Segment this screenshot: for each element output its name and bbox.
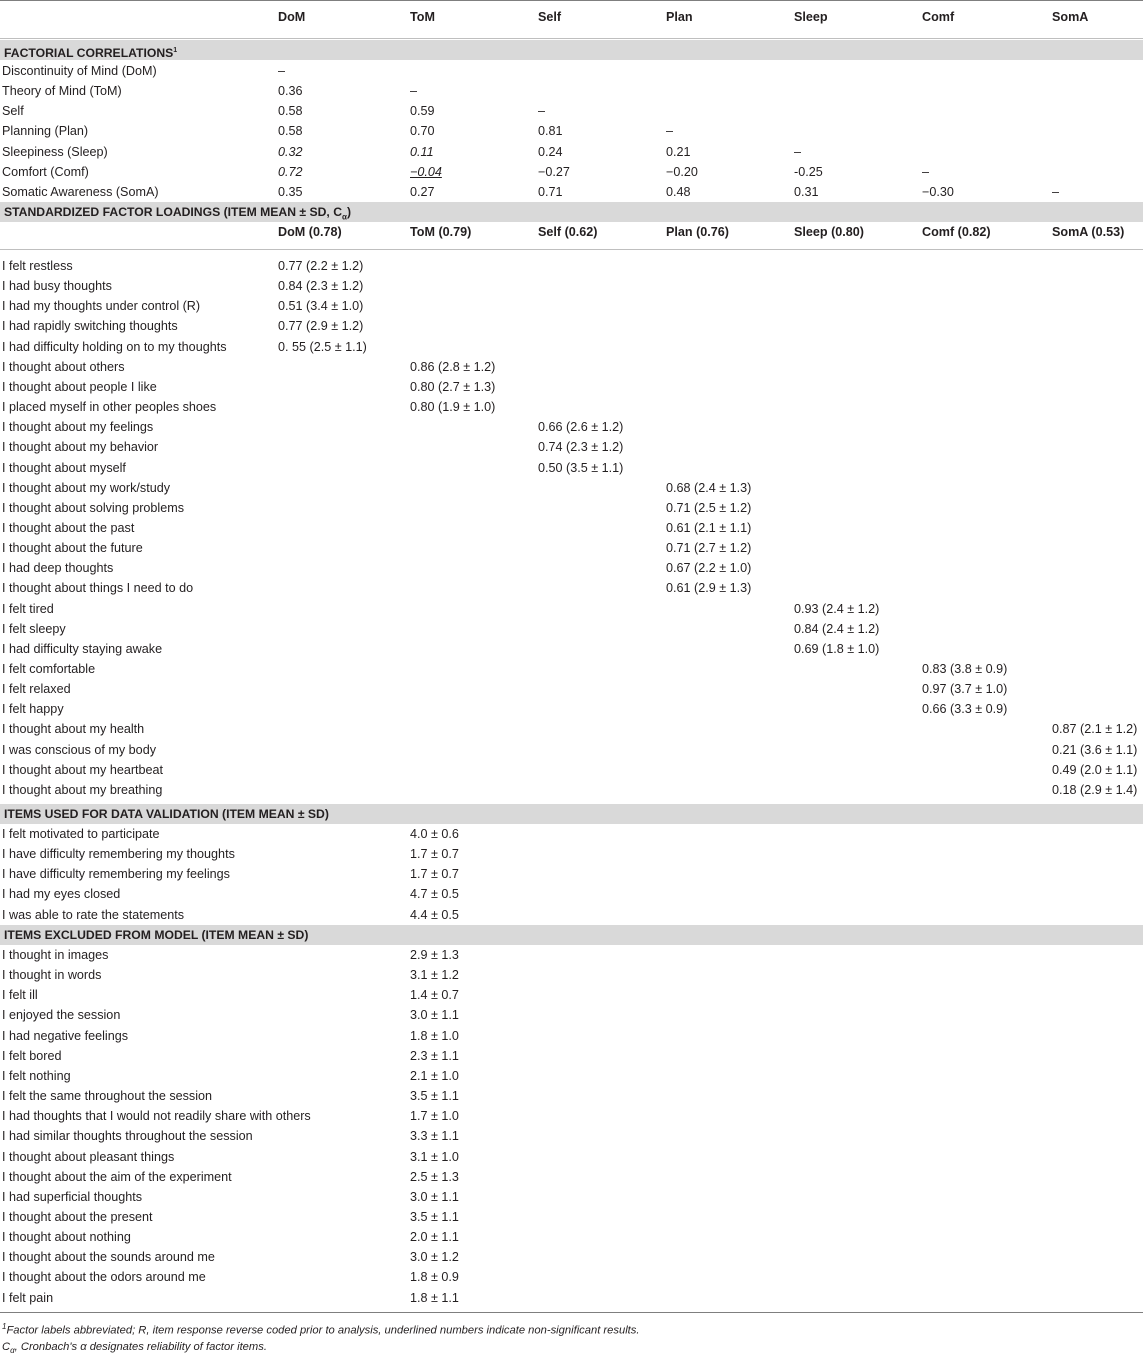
item-mean-sd: 1.7 ± 1.0 xyxy=(410,1109,459,1124)
loading-value: 0.87 (2.1 ± 1.2) xyxy=(1052,722,1138,737)
correlation-value: – xyxy=(922,164,930,179)
item-label: I felt relaxed xyxy=(2,682,71,697)
loading-row xyxy=(0,478,1143,498)
item-label: I thought about the present xyxy=(2,1209,153,1224)
loading-row xyxy=(0,599,1143,619)
correlation-value: 0.58 xyxy=(278,104,303,119)
correlation-value: – xyxy=(538,104,546,119)
loading-row xyxy=(0,578,1143,598)
loading-value: 0.21 (3.6 ± 1.1) xyxy=(1052,742,1138,757)
item-label: I thought about pleasant things xyxy=(2,1149,175,1164)
item-label: I thought about the odors around me xyxy=(2,1270,206,1285)
item-label: I thought in images xyxy=(2,948,109,962)
excluded-row xyxy=(0,1227,1143,1247)
excluded-row xyxy=(0,1187,1143,1207)
item-mean-sd: 2.5 ± 1.3 xyxy=(410,1169,459,1184)
loading-row xyxy=(0,417,1143,437)
item-label: I had my thoughts under control (R) xyxy=(2,299,201,314)
item-label: I have difficulty remembering my feelings xyxy=(2,867,230,882)
correlation-row xyxy=(0,121,1143,141)
excluded-row xyxy=(0,1086,1143,1106)
item-label: I enjoyed the session xyxy=(2,1008,121,1023)
correlation-value: −0.20 xyxy=(666,164,698,179)
column-header-row xyxy=(0,6,1143,28)
excluded-row xyxy=(0,1267,1143,1287)
loading-row xyxy=(0,276,1143,296)
row-label: Discontinuity of Mind (DoM) xyxy=(2,64,157,78)
correlation-value: – xyxy=(1052,184,1060,199)
item-label: I thought about myself xyxy=(2,460,126,475)
correlation-value: 0.32 xyxy=(278,144,303,159)
section-header-loadings xyxy=(0,202,1143,222)
excluded-row xyxy=(0,1066,1143,1086)
item-label: I thought about things I need to do xyxy=(2,581,194,596)
loading-value: 0. 55 (2.5 ± 1.1) xyxy=(278,339,367,354)
item-mean-sd: 1.8 ± 0.9 xyxy=(410,1270,459,1285)
loading-row xyxy=(0,296,1143,316)
footnote-2-symbol: C xyxy=(2,1341,11,1353)
loading-value: 0.66 (3.3 ± 0.9) xyxy=(922,702,1008,717)
row-label: Planning (Plan) xyxy=(2,124,89,139)
correlation-row xyxy=(0,81,1143,101)
excluded-row xyxy=(0,1288,1143,1308)
loading-row xyxy=(0,518,1143,538)
excluded-row xyxy=(0,1167,1143,1187)
loading-row xyxy=(0,397,1143,417)
loading-row xyxy=(0,256,1143,276)
correlation-row xyxy=(0,182,1143,202)
item-label: I felt comfortable xyxy=(2,662,96,676)
correlation-value: 0.59 xyxy=(410,104,435,119)
item-mean-sd: 3.1 ± 1.0 xyxy=(410,1149,459,1164)
item-mean-sd: 4.0 ± 0.6 xyxy=(410,827,459,841)
row-label: Sleepiness (Sleep) xyxy=(2,144,108,159)
item-mean-sd: 3.0 ± 1.1 xyxy=(410,1008,459,1023)
loading-value: 0.97 (3.7 ± 1.0) xyxy=(922,682,1008,697)
item-label: I thought about my heartbeat xyxy=(2,762,164,777)
subheader-rule xyxy=(0,249,1143,250)
item-mean-sd: 3.0 ± 1.2 xyxy=(410,1250,459,1265)
section-title-correlations: FACTORIAL CORRELATIONS xyxy=(4,46,174,61)
loading-value: 0.77 (2.9 ± 1.2) xyxy=(278,319,364,334)
correlation-value: 0.27 xyxy=(410,184,435,199)
table-top-rule xyxy=(0,0,1143,1)
section-header-validation xyxy=(0,804,1143,824)
correlation-value: 0.11 xyxy=(410,144,434,159)
section-title-close: ) xyxy=(346,205,351,219)
item-mean-sd: 2.3 ± 1.1 xyxy=(410,1048,459,1063)
item-label: I thought about my health xyxy=(2,722,145,737)
item-label: I thought about the future xyxy=(2,541,143,556)
item-label: I had thoughts that I would not readily share with others xyxy=(2,1109,311,1124)
item-mean-sd: 4.4 ± 0.5 xyxy=(410,907,459,922)
validation-row xyxy=(0,884,1143,904)
loading-value: 0.71 (2.7 ± 1.2) xyxy=(666,541,752,556)
item-label: I felt motivated to participate xyxy=(2,827,160,841)
item-label: I thought about solving problems xyxy=(2,500,185,515)
correlation-value: 0.21 xyxy=(666,144,691,159)
loading-row xyxy=(0,558,1143,578)
item-mean-sd: 1.8 ± 1.1 xyxy=(410,1290,459,1305)
loading-value: 0.83 (3.8 ± 0.9) xyxy=(922,662,1008,676)
item-label: I felt ill xyxy=(2,988,38,1003)
loading-value: 0.71 (2.5 ± 1.2) xyxy=(666,500,752,515)
loading-row xyxy=(0,659,1143,679)
loadings-subheader-cell: Self (0.62) xyxy=(538,225,598,239)
column-header-plan: Plan xyxy=(666,10,693,24)
excluded-row xyxy=(0,1026,1143,1046)
item-label: I had difficulty staying awake xyxy=(2,641,163,656)
item-label: I felt bored xyxy=(2,1048,62,1063)
loading-value: 0.84 (2.3 ± 1.2) xyxy=(278,279,364,294)
correlation-value: – xyxy=(794,144,802,159)
correlation-row xyxy=(0,101,1143,121)
item-label: I felt sleepy xyxy=(2,621,66,636)
loading-value: 0.61 (2.1 ± 1.1) xyxy=(666,520,752,535)
item-label: I thought in words xyxy=(2,968,102,983)
correlation-value: 0.48 xyxy=(666,184,691,199)
item-mean-sd: 3.0 ± 1.1 xyxy=(410,1189,459,1204)
correlation-value: 0.71 xyxy=(538,184,563,199)
column-header-dom: DoM xyxy=(278,10,306,24)
correlation-value: 0.58 xyxy=(278,124,303,139)
table-bottom-rule xyxy=(0,1312,1143,1313)
section-title-validation: ITEMS USED FOR DATA VALIDATION (ITEM MEAN ± SD) xyxy=(4,807,329,821)
loading-value: 0.80 (2.7 ± 1.3) xyxy=(410,379,496,394)
item-label: I was conscious of my body xyxy=(2,742,156,757)
item-mean-sd: 2.9 ± 1.3 xyxy=(410,948,459,962)
loading-value: 0.84 (2.4 ± 1.2) xyxy=(794,621,880,636)
loading-row xyxy=(0,357,1143,377)
loading-value: 0.77 (2.2 ± 1.2) xyxy=(278,259,364,273)
item-mean-sd: 3.1 ± 1.2 xyxy=(410,968,459,983)
correlation-row xyxy=(0,162,1143,182)
correlation-value: −0.30 xyxy=(922,184,954,199)
correlation-value: −0.04 xyxy=(410,164,442,179)
footnote-2-subscript: α xyxy=(10,1346,15,1356)
excluded-row xyxy=(0,1046,1143,1066)
excluded-row xyxy=(0,1247,1143,1267)
item-label: I thought about others xyxy=(2,359,125,374)
footnote-2-text: , Cronbach's α designates reliability of factor items. xyxy=(14,1341,267,1353)
item-label: I had my eyes closed xyxy=(2,887,121,902)
correlation-value: −0.27 xyxy=(538,164,570,179)
excluded-row xyxy=(0,1147,1143,1167)
loadings-subheader-cell: DoM (0.78) xyxy=(278,225,342,239)
row-label: Comfort (Comf) xyxy=(2,164,89,179)
item-mean-sd: 4.7 ± 0.5 xyxy=(410,887,459,902)
loadings-subheader-cell: Plan (0.76) xyxy=(666,225,729,239)
item-label: I thought about the past xyxy=(2,520,135,535)
validation-row xyxy=(0,864,1143,884)
item-label: I thought about nothing xyxy=(2,1230,131,1245)
column-header-self: Self xyxy=(538,10,562,24)
item-label: I thought about the sounds around me xyxy=(2,1250,215,1265)
footnote-1 xyxy=(2,1322,640,1337)
item-label: I felt tired xyxy=(2,601,54,616)
correlation-value: -0.25 xyxy=(794,164,823,179)
item-label: I thought about my breathing xyxy=(2,782,163,797)
loading-value: 0.93 (2.4 ± 1.2) xyxy=(794,601,880,616)
section-header-excluded xyxy=(0,925,1143,945)
item-label: I thought about my work/study xyxy=(2,480,171,495)
column-header-comf: Comf xyxy=(922,10,955,24)
loading-value: 0.50 (3.5 ± 1.1) xyxy=(538,460,624,475)
loading-row xyxy=(0,337,1143,357)
excluded-row xyxy=(0,965,1143,985)
validation-row xyxy=(0,905,1143,925)
item-label: I had superficial thoughts xyxy=(2,1189,143,1204)
item-mean-sd: 1.7 ± 0.7 xyxy=(410,847,459,862)
loading-row xyxy=(0,498,1143,518)
item-label: I had similar thoughts throughout the session xyxy=(2,1129,253,1144)
item-mean-sd: 2.0 ± 1.1 xyxy=(410,1230,459,1245)
item-mean-sd: 1.8 ± 1.0 xyxy=(410,1028,459,1043)
correlation-value: 0.70 xyxy=(410,124,435,139)
loading-row xyxy=(0,760,1143,780)
loadings-subheader-cell: Comf (0.82) xyxy=(922,225,991,239)
item-label: I felt pain xyxy=(2,1290,54,1305)
loading-row xyxy=(0,458,1143,478)
row-label: Theory of Mind (ToM) xyxy=(2,84,122,99)
item-mean-sd: 3.5 ± 1.1 xyxy=(410,1209,459,1224)
correlation-value: 0.81 xyxy=(538,124,563,139)
loadings-subheader-cell: Sleep (0.80) xyxy=(794,225,864,239)
section-title-subscript: α xyxy=(342,212,347,222)
loading-row xyxy=(0,719,1143,739)
column-header-soma: SomA xyxy=(1052,10,1089,24)
item-label: I had deep thoughts xyxy=(2,561,114,576)
column-header-tom: ToM xyxy=(410,10,435,24)
item-mean-sd: 3.5 ± 1.1 xyxy=(410,1089,459,1104)
header-rule xyxy=(0,38,1143,39)
item-label: I had negative feelings xyxy=(2,1028,129,1043)
loading-row xyxy=(0,316,1143,336)
footnote-1-marker: 1 xyxy=(2,1322,7,1331)
loading-row xyxy=(0,780,1143,800)
correlation-row xyxy=(0,142,1143,162)
item-mean-sd: 1.7 ± 0.7 xyxy=(410,867,459,882)
section-header-correlations xyxy=(0,40,1143,60)
item-mean-sd: 1.4 ± 0.7 xyxy=(410,988,459,1003)
item-label: I thought about my behavior xyxy=(2,440,159,455)
loading-row xyxy=(0,377,1143,397)
item-label: I felt happy xyxy=(2,702,64,717)
item-mean-sd: 3.3 ± 1.1 xyxy=(410,1129,459,1144)
item-label: I felt nothing xyxy=(2,1068,71,1083)
excluded-row xyxy=(0,1005,1143,1025)
loading-value: 0.49 (2.0 ± 1.1) xyxy=(1052,762,1138,777)
loading-value: 0.86 (2.8 ± 1.2) xyxy=(410,359,496,374)
correlation-value: 0.31 xyxy=(794,184,819,199)
excluded-row xyxy=(0,945,1143,965)
loading-row xyxy=(0,699,1143,719)
loadings-subheader-cell: SomA (0.53) xyxy=(1052,225,1125,239)
item-label: I was able to rate the statements xyxy=(2,907,185,922)
row-label: Somatic Awareness (SomA) xyxy=(2,184,159,199)
item-label: I thought about my feelings xyxy=(2,420,154,435)
section-title-footnote-marker: 1 xyxy=(173,47,178,54)
loading-row xyxy=(0,639,1143,659)
loading-row xyxy=(0,619,1143,639)
correlation-value: 0.36 xyxy=(278,84,303,99)
footnote-1-text: Factor labels abbreviated; R, item response reverse coded prior to analysis, underlined numbers indicate non-significant results. xyxy=(6,1324,640,1337)
correlation-value: 0.35 xyxy=(278,184,303,199)
item-label: I thought about people I like xyxy=(2,379,157,394)
loading-value: 0.67 (2.2 ± 1.0) xyxy=(666,561,752,576)
footnote-2 xyxy=(2,1341,267,1355)
loading-value: 0.66 (2.6 ± 1.2) xyxy=(538,420,624,435)
validation-row xyxy=(0,844,1143,864)
correlation-value: – xyxy=(410,84,418,99)
loadings-subheader-cell: ToM (0.79) xyxy=(410,225,472,239)
excluded-row xyxy=(0,1207,1143,1227)
item-label: I had difficulty holding on to my thoughts xyxy=(2,339,227,354)
column-header-sleep: Sleep xyxy=(794,10,828,24)
loading-value: 0.61 (2.9 ± 1.3) xyxy=(666,581,752,596)
loadings-subheader-row xyxy=(0,222,1143,242)
correlation-row xyxy=(0,61,1143,81)
item-label: I have difficulty remembering my thoughts xyxy=(2,847,235,862)
correlation-value: – xyxy=(278,64,286,78)
item-mean-sd: 2.1 ± 1.0 xyxy=(410,1068,459,1083)
item-label: I felt the same throughout the session xyxy=(2,1089,213,1104)
item-label: I had rapidly switching thoughts xyxy=(2,319,178,334)
loading-row xyxy=(0,538,1143,558)
correlation-value: 0.72 xyxy=(278,164,303,179)
loading-row xyxy=(0,679,1143,699)
loading-value: 0.69 (1.8 ± 1.0) xyxy=(794,641,880,656)
item-label: I placed myself in other peoples shoes xyxy=(2,400,217,415)
section-title-excluded: ITEMS EXCLUDED FROM MODEL (ITEM MEAN ± SD) xyxy=(4,928,309,942)
loading-value: 0.51 (3.4 ± 1.0) xyxy=(278,299,364,314)
item-label: I had busy thoughts xyxy=(2,279,112,294)
loading-row xyxy=(0,740,1143,760)
loading-row xyxy=(0,437,1143,457)
excluded-row xyxy=(0,1106,1143,1126)
loading-value: 0.18 (2.9 ± 1.4) xyxy=(1052,782,1138,797)
loading-value: 0.80 (1.9 ± 1.0) xyxy=(410,400,496,415)
correlation-value: 0.24 xyxy=(538,144,563,159)
section-title-loadings: STANDARDIZED FACTOR LOADINGS (ITEM MEAN ± SD, C xyxy=(4,205,343,219)
correlation-value: – xyxy=(666,124,674,139)
excluded-row xyxy=(0,1126,1143,1146)
loading-value: 0.74 (2.3 ± 1.2) xyxy=(538,440,624,455)
item-label: I felt restless xyxy=(2,259,73,273)
item-label: I thought about the aim of the experiment xyxy=(2,1169,232,1184)
row-label: Self xyxy=(2,104,24,119)
excluded-row xyxy=(0,985,1143,1005)
loading-value: 0.68 (2.4 ± 1.3) xyxy=(666,480,752,495)
validation-row xyxy=(0,824,1143,844)
